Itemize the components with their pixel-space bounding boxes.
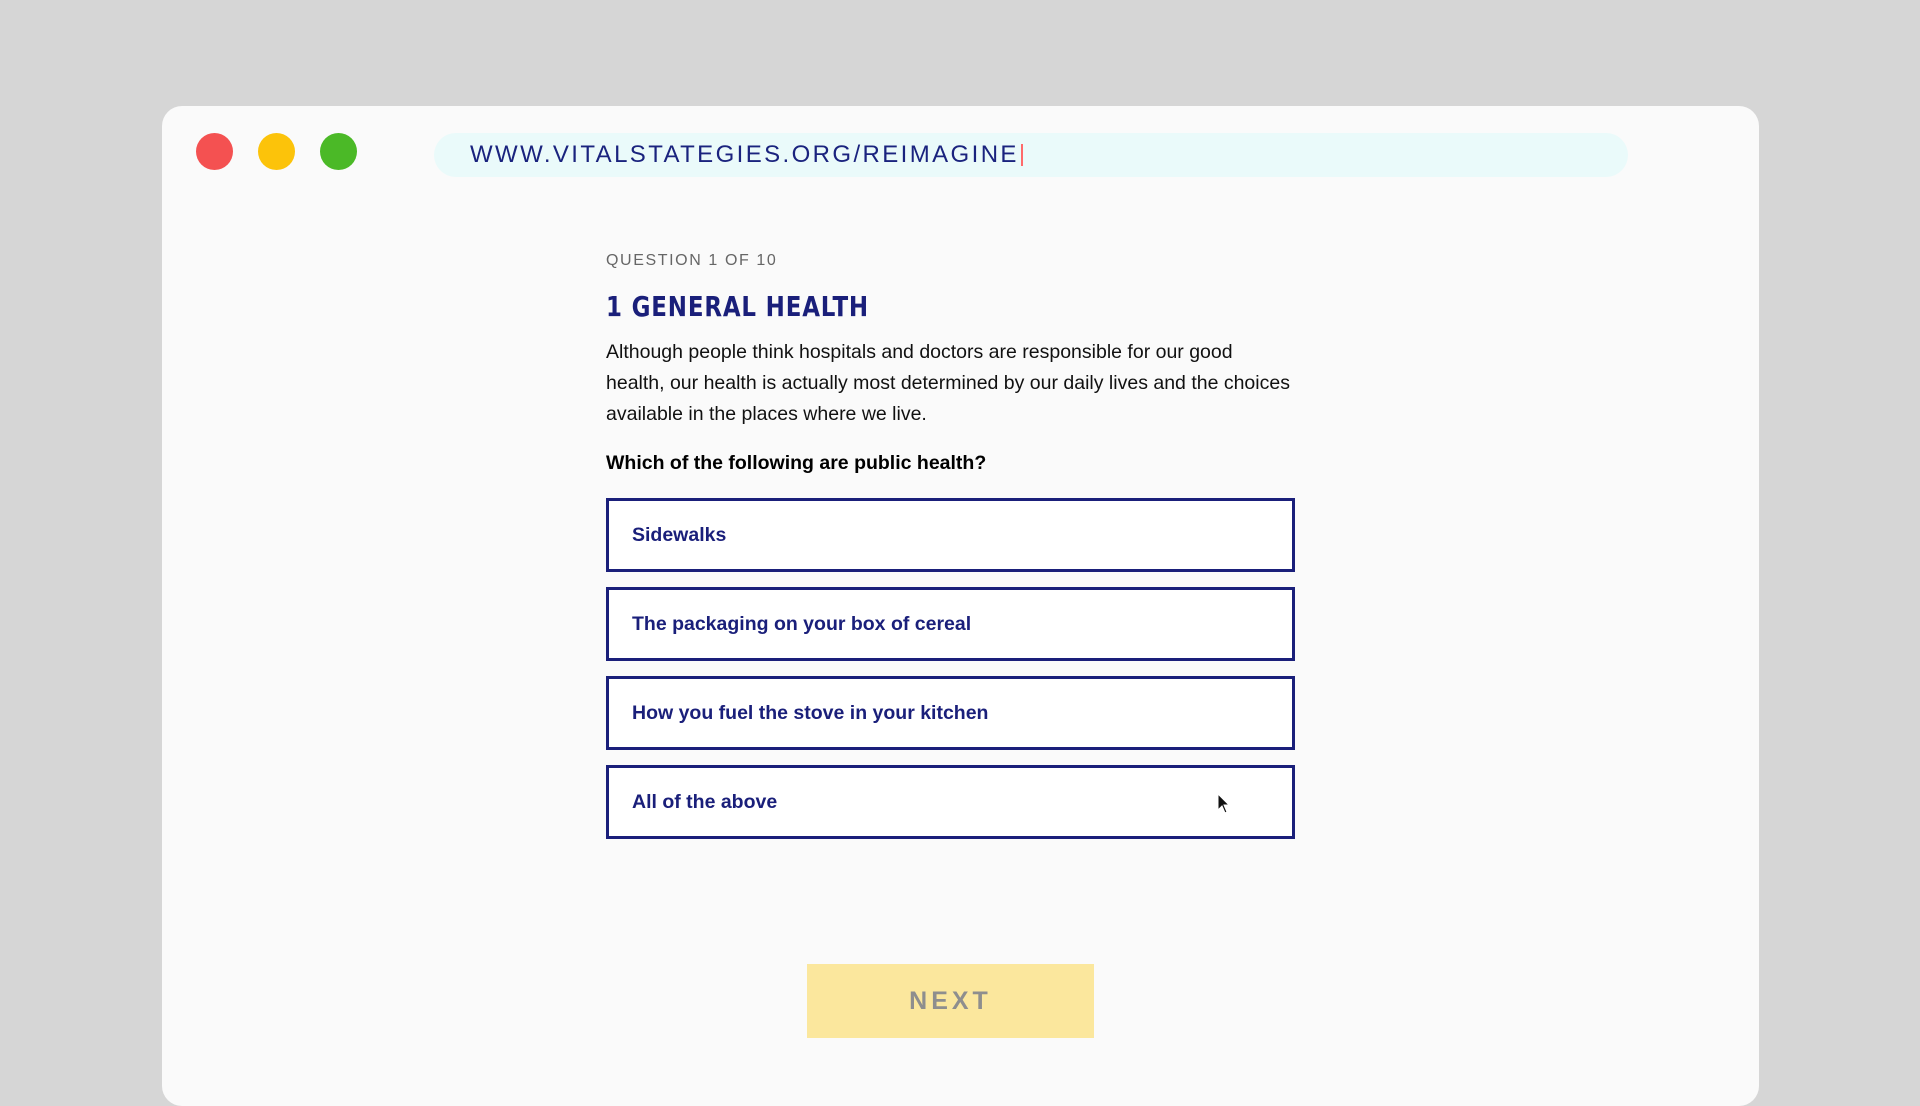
address-bar[interactable] [434,133,1628,177]
close-window-button[interactable] [196,133,233,170]
url-text: WWW.VITALSTATEGIES.ORG/REIMAGINE [470,141,1019,168]
question-counter: QUESTION 1 OF 10 [606,252,778,269]
question-prompt: Which of the following are public health? [606,452,987,474]
question-title: 1 GENERAL HEALTH [606,290,869,323]
answer-option-stove-fuel[interactable] [606,676,1295,750]
answer-option-label: All of the above [632,790,778,813]
answer-option-label: Sidewalks [632,523,727,546]
answer-option-label: The packaging on your box of cereal [632,612,972,635]
next-button[interactable]: NEXT [807,964,1094,1038]
answer-option-label: How you fuel the stove in your kitchen [632,701,989,724]
answer-option-cereal-packaging[interactable] [606,587,1295,661]
quiz-content [606,252,1296,854]
minimize-window-button[interactable] [258,133,295,170]
answer-option-all-of-the-above[interactable] [606,765,1295,839]
maximize-window-button[interactable] [320,133,357,170]
text-caret [1021,144,1023,166]
mouse-pointer-icon [1217,793,1231,815]
answer-option-sidewalks[interactable] [606,498,1295,572]
question-intro: Although people think hospitals and doctors are responsible for our good health, our health is actually most determined by our daily lives and the choices available in the places where we live. [606,341,1290,425]
answer-options [606,498,1296,839]
browser-window [162,106,1759,1106]
